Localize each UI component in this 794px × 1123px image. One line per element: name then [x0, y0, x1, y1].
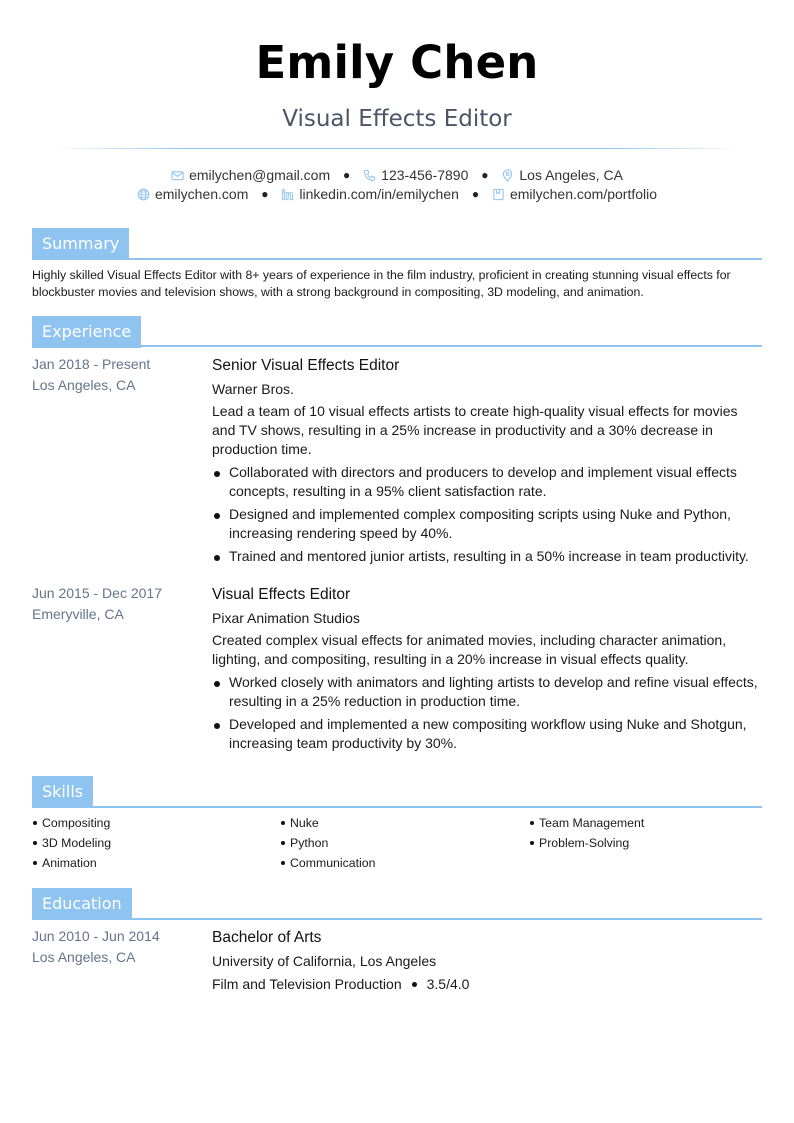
job-bullets	[212, 673, 764, 753]
bullet-dot	[412, 982, 417, 987]
skill-item	[32, 816, 110, 830]
degree-title: Bachelor of Arts	[212, 929, 322, 946]
job-bullet	[212, 673, 764, 711]
job-dates: Jun 2015 - Dec 2017	[32, 585, 162, 601]
education-location: Los Angeles, CA	[32, 949, 136, 965]
job-title: Senior Visual Effects Editor	[212, 357, 400, 374]
skill-item	[280, 816, 319, 830]
skill-item	[529, 836, 629, 850]
bullet-dot	[530, 841, 534, 845]
job-bullet	[212, 547, 764, 566]
bullet-dot	[214, 681, 220, 687]
job-entry	[212, 356, 764, 570]
skill-label: Team Management	[539, 816, 645, 830]
linkedin-icon	[281, 188, 294, 201]
job-entry	[212, 585, 764, 757]
skill-label: Animation	[42, 856, 97, 870]
job-location: Los Angeles, CA	[32, 377, 136, 393]
bullet-dot	[214, 513, 220, 519]
phone-icon	[363, 169, 376, 182]
section-rule-education	[32, 918, 762, 920]
bullet-dot	[214, 471, 220, 477]
skill-item	[32, 836, 111, 850]
contact-row-1	[32, 166, 762, 183]
bullet-text: Designed and implemented complex compositing scripts using Nuke and Python, increasing rendering speed by 40%.	[229, 506, 731, 541]
contact-separator: ●	[261, 187, 269, 202]
education-dates: Jun 2010 - Jun 2014	[32, 928, 160, 944]
job-meta	[32, 585, 202, 622]
contact-separator: ●	[343, 168, 351, 183]
contact-separator: ●	[481, 168, 489, 183]
contact-row-2	[32, 185, 762, 202]
skill-item	[280, 856, 375, 870]
website-text: emilychen.com	[154, 186, 249, 203]
section-rule-summary	[32, 258, 762, 260]
bullet-dot	[214, 723, 220, 729]
section-title-education: Education	[32, 888, 132, 920]
header-divider	[50, 148, 744, 149]
location-pin-icon	[501, 169, 514, 182]
job-meta	[32, 356, 202, 393]
school-name: University of California, Los Angeles	[212, 953, 437, 969]
section-rule-experience	[32, 345, 762, 347]
contact-linkedin[interactable]	[281, 186, 459, 202]
candidate-name: Emily Chen	[255, 36, 539, 89]
education-entry	[212, 928, 764, 994]
skill-item	[32, 856, 97, 870]
job-bullets	[212, 463, 764, 566]
bullet-dot	[281, 821, 285, 825]
bullet-dot	[281, 841, 285, 845]
skill-label: Communication	[290, 856, 376, 870]
bullet-dot	[33, 821, 37, 825]
section-rule-skills	[32, 806, 762, 808]
bullet-text: Trained and mentored junior artists, resulting in a 50% increase in team productivity.	[229, 548, 749, 564]
education-details	[212, 974, 764, 994]
job-description: Created complex visual effects for animated movies, including character animation, lighting, and compositing, resulting in a 20% increase in visual effects quality.	[212, 632, 727, 667]
section-title-skills: Skills	[32, 776, 93, 808]
location-text: Los Angeles, CA	[519, 167, 623, 184]
skill-item	[280, 836, 328, 850]
portfolio-text: emilychen.com/portfolio	[509, 186, 658, 203]
job-dates: Jan 2018 - Present	[32, 356, 151, 372]
contact-portfolio[interactable]	[492, 186, 657, 202]
education-meta	[32, 928, 202, 965]
job-description: Lead a team of 10 visual effects artists to create high-quality visual effects for movies and TV shows, resulting in a 25% increase in productivity and a 30% decrease in production time.	[212, 403, 738, 457]
globe-icon	[137, 188, 150, 201]
job-bullet	[212, 463, 764, 501]
bullet-dot	[530, 821, 534, 825]
gpa: 3.5/4.0	[426, 976, 470, 992]
summary-text: Highly skilled Visual Effects Editor with 8+ years of experience in the film industry, proficient in creating stunning visual effects for blockbuster movies and television shows, with a strong background in compositing, 3D modeling, and animation.	[32, 268, 731, 299]
skill-label: Nuke	[290, 816, 319, 830]
skill-label: 3D Modeling	[42, 836, 112, 850]
bullet-text: Developed and implemented a new compositing workflow using Nuke and Shotgun, increasing team productivity by 30%.	[229, 716, 747, 751]
job-bullet	[212, 505, 764, 543]
contact-phone[interactable]	[363, 167, 468, 183]
job-title: Visual Effects Editor	[212, 586, 351, 603]
section-title-experience: Experience	[32, 316, 141, 348]
contact-email[interactable]	[171, 167, 330, 183]
bullet-text: Worked closely with animators and lighting artists to develop and refine visual effects, resulting in a 25% reduction in production time.	[229, 674, 758, 709]
skill-label: Compositing	[42, 816, 111, 830]
job-company: Warner Bros.	[212, 381, 294, 397]
candidate-headline: Visual Effects Editor	[282, 106, 512, 132]
contact-website[interactable]	[137, 186, 248, 202]
job-bullet	[212, 715, 764, 753]
phone-text: 123-456-7890	[381, 167, 469, 184]
section-title-summary: Summary	[32, 228, 129, 260]
job-company: Pixar Animation Studios	[212, 610, 360, 626]
contact-location	[501, 167, 623, 183]
bullet-dot	[33, 861, 37, 865]
bullet-text: Collaborated with directors and producers to develop and implement visual effects concepts, resulting in a 95% client satisfaction rate.	[229, 464, 737, 499]
skill-label: Python	[290, 836, 329, 850]
mail-icon	[171, 169, 184, 182]
field-of-study: Film and Television Production	[212, 976, 402, 992]
bullet-dot	[214, 555, 220, 561]
bullet-dot	[33, 841, 37, 845]
contact-separator: ●	[471, 187, 480, 202]
job-location: Emeryville, CA	[32, 606, 124, 622]
skill-item	[529, 816, 644, 830]
portfolio-icon	[492, 188, 505, 201]
bullet-dot	[281, 861, 285, 865]
email-text: emilychen@gmail.com	[189, 167, 331, 184]
skill-label: Problem-Solving	[539, 836, 630, 850]
linkedin-text: linkedin.com/in/emilychen	[299, 186, 459, 203]
